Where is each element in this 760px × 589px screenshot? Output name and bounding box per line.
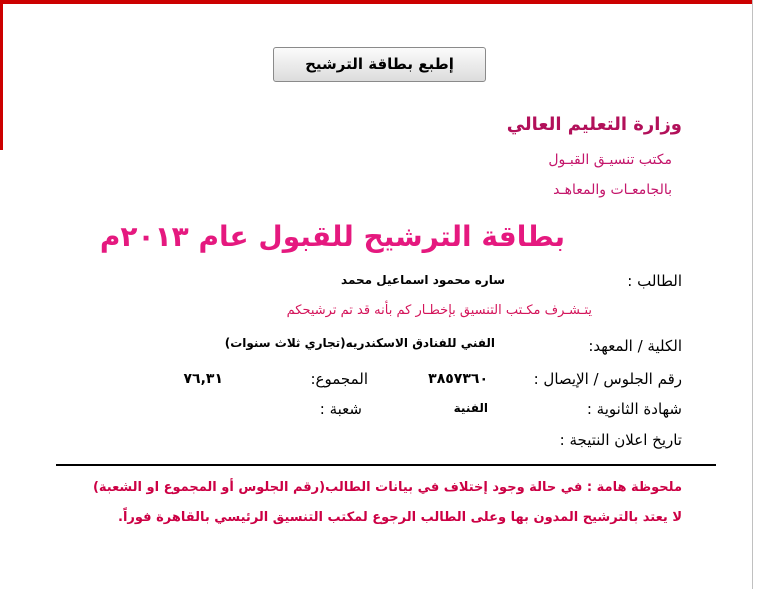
- ministry-title: وزارة التعليم العالي: [506, 114, 682, 135]
- branch-label: شعبة :: [319, 400, 362, 418]
- seat-number-value: ٣٨٥٧٣٦٠: [428, 371, 488, 387]
- note-line-2: لا يعتد بالترشيح المدون بها وعلى الطالب الرجوع لمكتب التنسيق الرئيسي بالقاهرة فوراً.: [118, 510, 682, 525]
- result-date-label: تاريخ اعلان النتيجة :: [559, 431, 682, 449]
- left-border-bar: [0, 0, 3, 150]
- divider-line: [56, 464, 716, 466]
- total-value: ٧٦,٣١: [183, 371, 223, 387]
- note-line-1: ملحوظة هامة : في حالة وجود إختلاف في بيانات الطالب(رقم الجلوس أو المجموع او الشعبة): [92, 480, 682, 495]
- student-name: ساره محمود اسماعيل محمد: [341, 273, 505, 287]
- right-border-line: [752, 0, 753, 589]
- faculty-value: الفني للفنادق الاسكندريه(تجاري ثلاث سنوات): [224, 336, 495, 350]
- seat-number-label: رقم الجلوس / الإيصال :: [533, 370, 682, 388]
- total-label: المجموع:: [310, 370, 368, 388]
- office-line-2: بالجامعـات والمعاهـد: [553, 182, 672, 198]
- student-label: الطالب :: [627, 272, 682, 290]
- congrats-message: يتـشـرف مكـتب التنسيق بإخطـار كم بأنه قد تم ترشيحكم: [286, 303, 592, 318]
- faculty-label: الكلية / المعهد:: [588, 337, 682, 355]
- card-title: بطاقة الترشيح للقبول عام ٢٠١٣م: [99, 220, 565, 253]
- certificate-label: شهادة الثانوية :: [586, 400, 682, 418]
- top-border-bar: [0, 0, 753, 4]
- office-line-1: مكتب تنسيـق القبـول: [548, 152, 672, 168]
- print-card-button[interactable]: إطبع بطاقة الترشيح: [273, 47, 486, 82]
- certificate-value: الفنية: [453, 401, 488, 415]
